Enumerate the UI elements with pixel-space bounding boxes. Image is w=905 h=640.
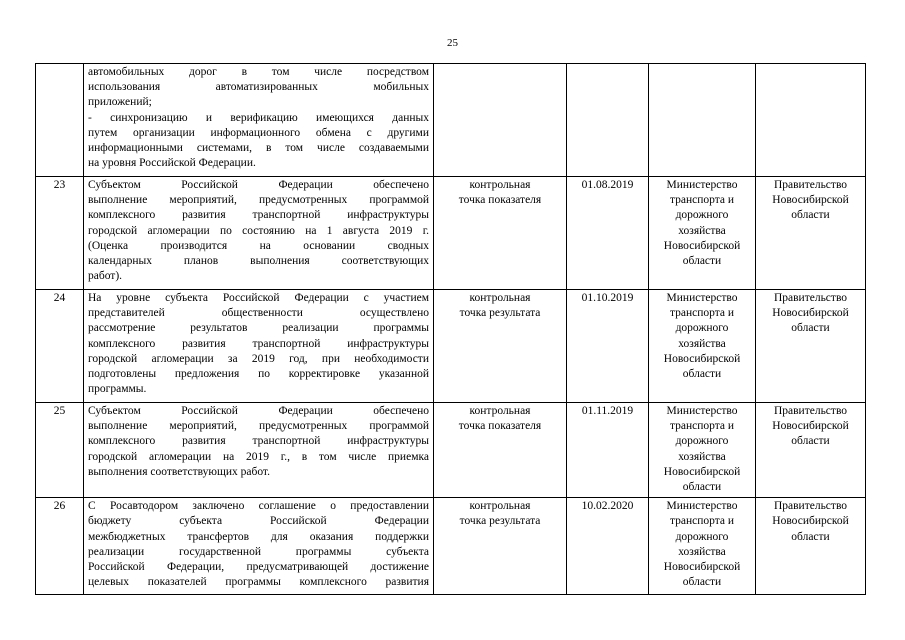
- table-row: [36, 290, 866, 403]
- row-number: 25: [36, 403, 84, 498]
- row-number: 26: [36, 498, 84, 595]
- event-description: [84, 64, 434, 177]
- responsible-body: [649, 290, 756, 403]
- table-row: [36, 498, 866, 595]
- responsible-line: транспорта и: [669, 194, 735, 207]
- description-line: выполнения соответствующих работ.: [88, 465, 270, 478]
- description-line: комплексного развития транспортной инфраструктуры: [88, 209, 429, 222]
- event-type-line: контрольная: [469, 292, 531, 304]
- row-number: [36, 64, 84, 177]
- responsible-line: Министерство: [666, 179, 738, 191]
- description-line: На уровне субъекта Российской Федерации с участием: [88, 292, 429, 304]
- government-body: [756, 177, 866, 290]
- description-line: городской агломерации по состоянию на 1 августа 2019 г.: [88, 224, 429, 237]
- description-line: межбюджетных трансфертов для оказания поддержки: [88, 530, 429, 543]
- table-body: [36, 64, 866, 595]
- event-type-line: контрольная: [469, 179, 531, 191]
- responsible-line: области: [682, 255, 722, 268]
- table-row: [36, 64, 866, 177]
- responsible-line: дорожного: [675, 435, 729, 448]
- description-line: календарных планов выполнения соответствующих: [88, 255, 429, 268]
- event-type: [434, 290, 567, 403]
- description-line: комплексного развития транспортной инфраструктуры: [88, 435, 429, 448]
- responsible-line: Министерство: [666, 405, 738, 417]
- responsible-line: Новосибирской: [663, 352, 741, 365]
- plan-table: [35, 63, 866, 595]
- government-line: области: [791, 435, 830, 448]
- responsible-line: транспорта и: [669, 307, 735, 320]
- description-line: на уровня Российской Федерации.: [88, 157, 256, 170]
- responsible-line: дорожного: [675, 530, 729, 543]
- responsible-line: хозяйства: [678, 337, 726, 350]
- table-row: [36, 177, 866, 290]
- description-line: подготовлены предложения по корректировке указанной: [88, 368, 429, 381]
- description-line: Российской Федерации, предусматривающей достижение: [88, 561, 429, 574]
- responsible-line: области: [682, 481, 722, 494]
- responsible-line: Министерство: [666, 500, 738, 513]
- government-line: Правительство: [773, 405, 848, 417]
- responsible-line: области: [682, 576, 722, 589]
- responsible-line: дорожного: [675, 209, 729, 222]
- description-line: рассмотрение результатов реализации программы: [88, 322, 429, 335]
- responsible-line: хозяйства: [678, 224, 726, 237]
- government-line: области: [791, 322, 830, 335]
- event-date: [567, 64, 649, 177]
- event-description: [84, 177, 434, 290]
- row-number: 23: [36, 177, 84, 290]
- event-date: 10.02.2020: [567, 498, 649, 595]
- event-type: [434, 64, 567, 177]
- event-type-line: точка результата: [459, 307, 541, 320]
- description-line: Субъектом Российской Федерации обеспечено: [88, 405, 429, 417]
- responsible-line: Новосибирской: [663, 561, 741, 574]
- description-line: автомобильных дорог в том числе посредством: [88, 66, 429, 78]
- responsible-line: Министерство: [666, 292, 738, 304]
- row-number: 24: [36, 290, 84, 403]
- description-line: Субъектом Российской Федерации обеспечено: [88, 179, 429, 191]
- government-line: Правительство: [773, 500, 848, 513]
- government-line: Новосибирской: [772, 307, 849, 320]
- description-line: реализации государственной программы субъекта: [88, 545, 429, 558]
- responsible-body: [649, 177, 756, 290]
- description-line: программы.: [88, 383, 147, 396]
- description-line: путем организации информационного обмена с другими: [88, 126, 429, 139]
- description-line: комплексного развития транспортной инфраструктуры: [88, 337, 429, 350]
- responsible-line: Новосибирской: [663, 239, 741, 252]
- event-type-line: точка результата: [459, 515, 541, 528]
- event-type-line: точка показателя: [458, 420, 542, 433]
- description-line: С Росавтодором заключено соглашение о предоставлении: [88, 500, 429, 513]
- event-date: 01.08.2019: [567, 177, 649, 290]
- responsible-body: [649, 498, 756, 595]
- description-line: работ).: [88, 270, 123, 283]
- description-line: информационными системами, в том числе создаваемыми: [88, 142, 429, 155]
- event-type: [434, 177, 567, 290]
- government-line: области: [791, 209, 830, 222]
- responsible-body: [649, 403, 756, 498]
- event-description: [84, 498, 434, 595]
- government-line: Новосибирской: [772, 515, 849, 528]
- responsible-line: области: [682, 368, 722, 381]
- event-type: [434, 403, 567, 498]
- description-line: приложений;: [88, 96, 152, 109]
- government-line: Новосибирской: [772, 194, 849, 207]
- responsible-line: транспорта и: [669, 420, 735, 433]
- government-body: [756, 64, 866, 177]
- event-type-line: контрольная: [469, 405, 531, 417]
- responsible-line: хозяйства: [678, 450, 726, 463]
- responsible-line: Новосибирской: [663, 465, 741, 478]
- responsible-line: хозяйства: [678, 545, 726, 558]
- description-line: (Оценка производится на основании сводных: [88, 239, 429, 252]
- description-line: городской агломерации за 2019 год, при необходимости: [88, 352, 429, 365]
- description-line: целевых показателей программы комплексного развития: [88, 576, 429, 589]
- government-line: Правительство: [773, 292, 848, 304]
- event-description: [84, 290, 434, 403]
- description-line: выполнение мероприятий, предусмотренных программой: [88, 194, 429, 207]
- government-body: [756, 403, 866, 498]
- page-number: 25: [447, 37, 458, 49]
- description-line: - синхронизацию и верификацию имеющихся данных: [88, 111, 429, 124]
- responsible-body: [649, 64, 756, 177]
- event-description: [84, 403, 434, 498]
- government-line: области: [791, 530, 830, 543]
- event-date: 01.10.2019: [567, 290, 649, 403]
- event-type-line: контрольная: [469, 500, 531, 513]
- government-body: [756, 498, 866, 595]
- event-date: 01.11.2019: [567, 403, 649, 498]
- description-line: городской агломерации на 2019 г., в том числе приемка: [88, 450, 429, 463]
- event-type-line: точка показателя: [458, 194, 542, 207]
- description-line: представителей общественности осуществлено: [88, 307, 429, 320]
- government-line: Новосибирской: [772, 420, 849, 433]
- event-type: [434, 498, 567, 595]
- description-line: бюджету субъекта Российской Федерации: [88, 515, 429, 528]
- government-line: Правительство: [773, 179, 848, 191]
- responsible-line: транспорта и: [669, 515, 735, 528]
- responsible-line: дорожного: [675, 322, 729, 335]
- table-row: [36, 403, 866, 498]
- description-line: использования автоматизированных мобильных: [88, 81, 429, 94]
- description-line: выполнение мероприятий, предусмотренных программой: [88, 420, 429, 433]
- government-body: [756, 290, 866, 403]
